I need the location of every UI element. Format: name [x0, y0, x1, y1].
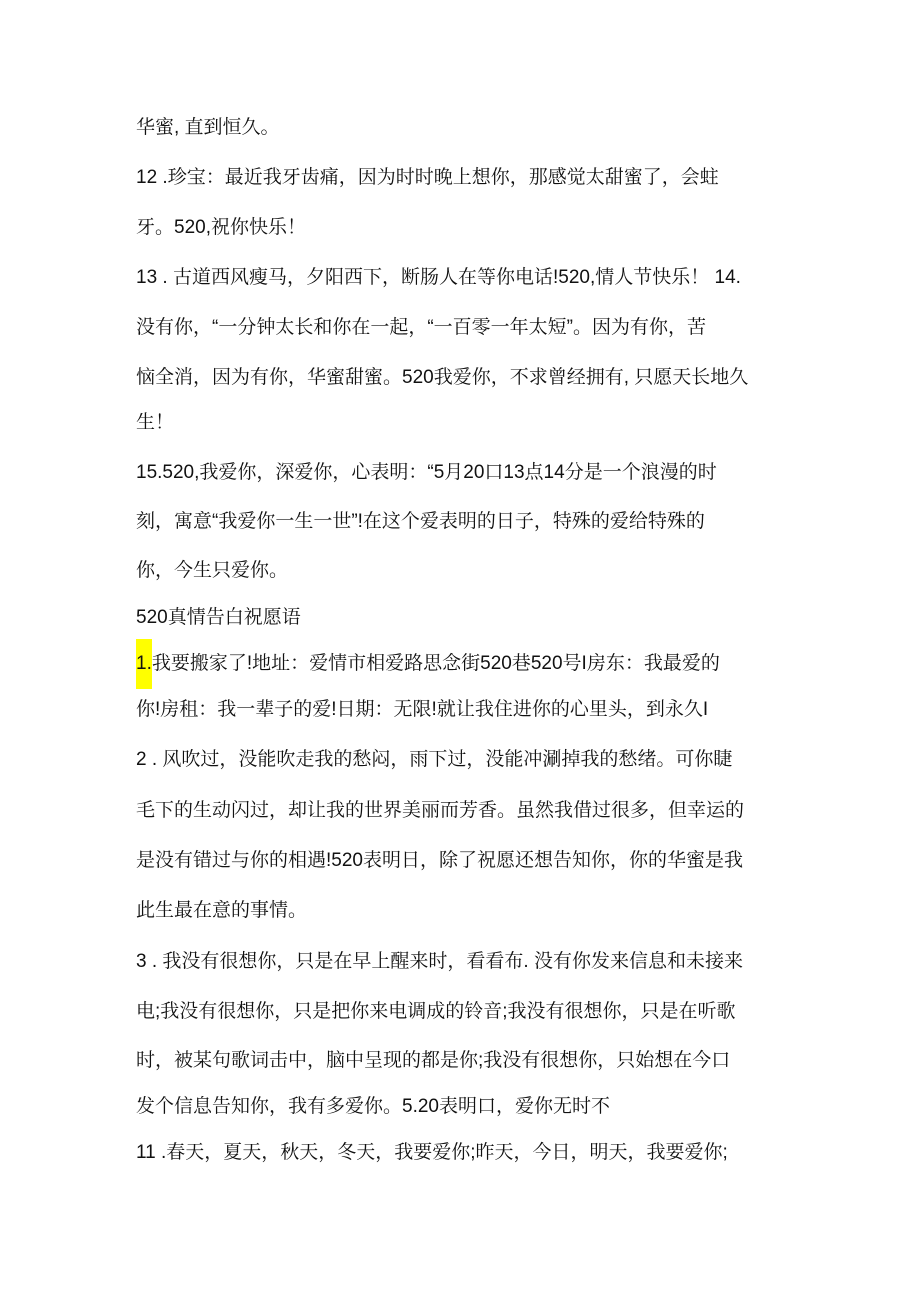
text-line-content: 我要搬家了!地址：爱情市相爱路思念街520巷520号I房东：我最爱的	[151, 653, 720, 674]
text-line: 你!房租：我一辈子的爱!日期：无限!就让我住进你的心里头，到永久I	[136, 699, 709, 720]
section-heading: 520真情告白祝愿语	[136, 607, 301, 628]
text-line: 此生最在意的事情。	[136, 900, 308, 921]
text-line: 15.520,我爱你，深爱你，心表明：“5月20口13点14分是一个浪漫的时	[136, 462, 717, 483]
text-line: 毛下的生动闪过，却让我的世界美丽而芳香。虽然我借过很多，但幸运的	[136, 800, 745, 821]
text-line: 刻，寓意“我爱你一生一世”!在这个爱表明的日子，特殊的爱给特殊的	[136, 511, 705, 532]
text-line: 时，被某句歌词击中，脑中呈现的都是你;我没有很想你，只始想在今口	[136, 1050, 731, 1071]
text-line: 牙。520,祝你快乐！	[136, 217, 306, 238]
text-line: 没有你，“一分钟太长和你在一起，“一百零一年太短”。因为有你，苦	[136, 317, 706, 338]
text-line: 2 . 风吹过，没能吹走我的愁闷，雨下过，没能冲涮掉我的愁绪。可你睫	[136, 749, 733, 770]
text-line: 是没有错过与你的相遇!520表明日，除了祝愿还想告知你，你的华蜜是我	[136, 850, 743, 871]
text-line: 你，今生只爱你。	[136, 560, 289, 581]
text-line: 13 . 古道西风瘦马，夕阳西下，断肠人在等你电话!520,情人节快乐！ 14.	[136, 267, 741, 288]
highlighted-list-number: 1.	[136, 639, 152, 689]
text-line	[136, 652, 720, 676]
text-line: 恼全消，因为有你，华蜜甜蜜。520我爱你，不求曾经拥有, 只愿天长地久	[136, 367, 749, 388]
text-line: 3 . 我没有很想你，只是在早上醒来时，看看布. 没有你发来信息和未接来	[136, 951, 743, 972]
text-line: 12 .珍宝：最近我牙齿痛，因为时时晚上想你，那感觉太甜蜜了，会蛀	[136, 167, 719, 188]
text-line: 生！	[136, 412, 175, 433]
text-line: 发个信息告知你，我有多爱你。5.20表明口，爱你无时不	[136, 1096, 610, 1117]
text-line: 华蜜, 直到恒久。	[136, 117, 280, 138]
text-line: 电;我没有很想你，只是把你来电调成的铃音;我没有很想你，只是在听歌	[136, 1001, 736, 1022]
text-line: 11 .春天，夏天，秋天，冬天，我要爱你;昨天，今日，明天，我要爱你;	[136, 1142, 728, 1163]
